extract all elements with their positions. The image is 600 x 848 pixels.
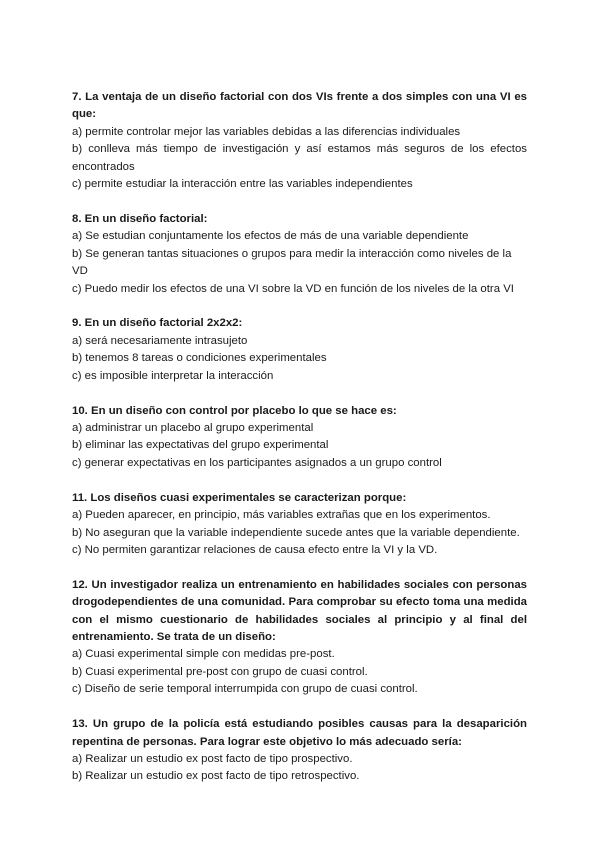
option-a: a) será necesariamente intrasujeto [72,334,248,347]
option-c: c) permite estudiar la interacción entre las variables independientes [72,178,413,191]
option-b: b) conlleva más tiempo de investigación y así estamos más seguros de los efectos encontrados [72,143,527,173]
option-list [72,228,527,298]
option-a: a) permite controlar mejor las variables debidas a las diferencias individuales [72,125,461,138]
option-list [72,420,527,472]
question-12 [72,577,527,699]
option-list [72,124,527,194]
option-list [72,646,527,698]
option-a: a) Pueden aparecer, en principio, más variables extrañas que en los experimentos. [72,509,491,522]
option-b: b) No aseguran que la variable independiente sucede antes que la variable dependiente. [72,526,520,539]
question-title: 10. En un diseño con control por placebo lo que se hace es: [72,404,397,417]
option-a: a) Se estudian conjuntamente los efectos de más de una variable dependiente [72,230,469,243]
option-b: b) eliminar las expectativas del grupo experimental [72,439,329,452]
option-b: b) Realizar un estudio ex post facto de tipo retrospectivo. [72,770,360,783]
question-title: 12. Un investigador realiza un entrenamiento en habilidades sociales con personas drogodependientes de una comunidad. Para comprobar su efecto toma una medida con el mismo cuestionario de habilidades sociales al principio y al final del entrenamiento. Se trata de un diseño: [72,578,527,644]
option-list [72,333,527,385]
question-13 [72,716,527,786]
option-c: c) generar expectativas en los participantes asignados a un grupo control [72,456,442,469]
option-c: c) No permiten garantizar relaciones de causa efecto entre la VI y la VD. [72,543,438,556]
option-b: b) tenemos 8 tareas o condiciones experimentales [72,352,327,365]
option-a: a) Cuasi experimental simple con medidas pre-post. [72,648,335,661]
option-b: b) Cuasi experimental pre-post con grupo de cuasi control. [72,665,368,678]
question-10 [72,403,527,473]
question-8 [72,211,527,298]
document-page [72,89,527,803]
option-list [72,507,527,559]
question-title: 9. En un diseño factorial 2x2x2: [72,317,243,330]
option-b: b) Se generan tantas situaciones o grupos para medir la interacción como niveles de la VD [72,247,512,278]
option-c: c) Puedo medir los efectos de una VI sobre la VD en función de los niveles de la otra VI [72,282,514,295]
question-7 [72,89,527,193]
option-list [72,751,527,786]
question-title: 11. Los diseños cuasi experimentales se caracterizan porque: [72,491,407,504]
question-title: 13. Un grupo de la policía está estudiando posibles causas para la desaparición repentina de personas. Para lograr este objetivo lo más adecuado sería: [72,718,527,748]
option-c: c) Diseño de serie temporal interrumpida con grupo de cuasi control. [72,683,418,696]
option-a: a) administrar un placebo al grupo experimental [72,422,314,434]
question-9 [72,315,527,385]
question-title: 8. En un diseño factorial: [72,212,208,225]
option-a: a) Realizar un estudio ex post facto de tipo prospectivo. [72,753,353,765]
option-c: c) es imposible interpretar la interacción [72,369,274,382]
question-title: 7. La ventaja de un diseño factorial con dos VIs frente a dos simples con una VI es que: [72,91,527,121]
question-11 [72,490,527,560]
